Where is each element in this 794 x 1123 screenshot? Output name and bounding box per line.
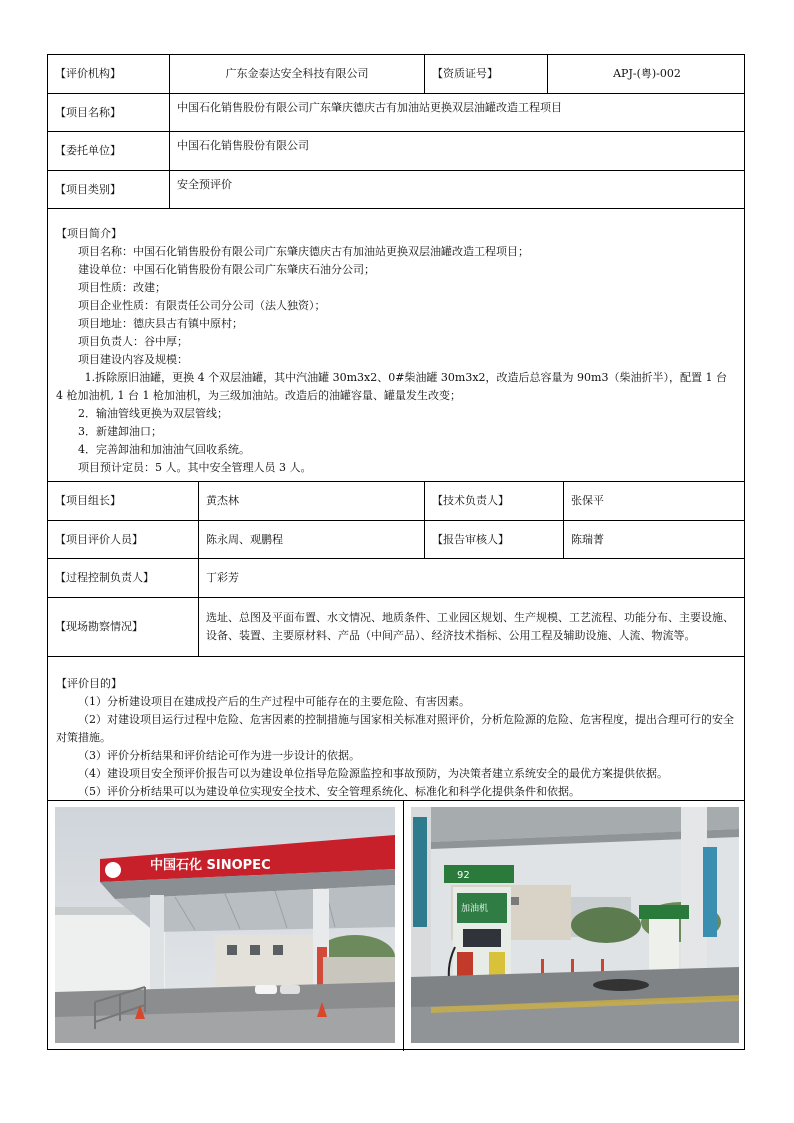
row-project-type <box>48 171 744 209</box>
survey-value: 选址、总图及平面布置、水文情况、地质条件、工业园区规划、生产规模、工艺流程、功能分布、主要设施、设备、装置、主要原材料、产品（中间产品）、经济技术指标、公用工程及辅助设施、人流、物流等。 <box>198 598 746 656</box>
intro-line: 项目企业性质：有限责任公司分公司（法人独资）； <box>78 299 326 312</box>
purpose-line: （1）分析建设项目在建成投产后的生产过程中可能存在的主要危险、有害因素。 <box>78 695 470 708</box>
left-canopy-sign: 中国石化 SINOPEC <box>150 858 271 873</box>
evaluators-label: 【项目评价人员】 <box>55 532 143 546</box>
evaluators-value: 陈永周、观鹏程 <box>198 521 424 558</box>
project-name-label: 【项目名称】 <box>55 105 121 119</box>
org-label: 【评价机构】 <box>55 67 121 80</box>
intro-line: 建设单位：中国石化销售股份有限公司广东肇庆石油分公司； <box>78 263 375 276</box>
survey-label: 【现场勘察情况】 <box>55 620 143 633</box>
intro-line: 项目名称：中国石化销售股份有限公司广东肇庆德庆古有加油站更换双层油罐改造工程项目； <box>78 245 529 258</box>
row-project-name <box>48 94 744 132</box>
tech-value: 张保平 <box>563 482 746 520</box>
intro-section <box>48 209 744 482</box>
row-leader <box>48 482 744 521</box>
purpose-line: （3）评价分析结果和评价结论可作为进一步设计的依据。 <box>78 749 360 762</box>
process-value: 丁彩芳 <box>198 559 746 597</box>
leader-label: 【项目组长】 <box>55 494 121 507</box>
photo-divider <box>403 801 404 1051</box>
project-name-value: 中国石化销售股份有限公司广东肇庆德庆古有加油站更换双层油罐改造工程项目 <box>169 94 746 131</box>
purpose-line: （5）评价分析结果可以为建设单位实现安全技术、安全管理系统化、标准化和科学化提供条件和依据。 <box>78 785 580 798</box>
row-process-control <box>48 559 744 598</box>
purpose-block <box>48 671 744 801</box>
purpose-line: （2）对建设项目运行过程中危险、危害因素的控制措施与国家相关标准对照评价，分析危险源的危险、危害程度，提出合理可行的安全对策措施。 <box>56 713 734 744</box>
cert-label: 【资质证号】 <box>424 55 547 93</box>
evaluation-form <box>47 54 745 1050</box>
row-evaluators <box>48 521 744 559</box>
intro-line: 项目地址：德庆县古有镇中原村； <box>78 317 243 330</box>
intro-line: 3．新建卸油口； <box>78 425 162 438</box>
purpose-section <box>48 657 744 801</box>
intro-block <box>48 221 744 477</box>
intro-line: 1.拆除原旧油罐，更换 4 个双层油罐，其中汽油罐 30m3x2、0#柴油罐 30m3x2，改造后总容量为 90m3（柴油折半），配置 1 台 4 枪加油机, 1 台 1 枪加油机，为三级加油站。改造后的油罐容量、罐量发生改变； <box>56 371 727 402</box>
intro-line: 项目预计定员：5 人。其中安全管理人员 3 人。 <box>78 461 312 474</box>
row-organization <box>48 55 744 94</box>
org-value: 广东金泰达安全科技有限公司 <box>169 55 424 93</box>
intro-line: 项目负责人：谷中厚； <box>78 335 188 348</box>
pump-sign-number: 92 <box>457 870 470 881</box>
row-client <box>48 132 744 171</box>
project-type-value: 安全预评价 <box>169 171 746 208</box>
intro-line: 项目建设内容及规模： <box>78 353 188 366</box>
pump-label: 加油机 <box>461 904 489 914</box>
reviewer-value: 陈瑞菁 <box>563 521 746 558</box>
photo-gas-station-front <box>55 807 395 1043</box>
leader-value: 黄杰林 <box>198 482 424 520</box>
intro-title: 【项目简介】 <box>56 227 122 240</box>
tech-label: 【技术负责人】 <box>424 482 563 520</box>
cert-value: APJ-(粤)-002 <box>547 55 746 93</box>
reviewer-label: 【报告审核人】 <box>424 521 563 558</box>
intro-line: 项目性质：改建； <box>78 281 166 294</box>
purpose-line: （4）建设项目安全预评价报告可以为建设单位指导危险源监控和事故预防，为决策者建立系统安全的最优方案提供依据。 <box>78 767 668 780</box>
client-value: 中国石化销售股份有限公司 <box>169 132 746 170</box>
project-type-label: 【项目类别】 <box>55 182 121 196</box>
intro-line: 4．完善卸油和加油油气回收系统。 <box>78 443 250 456</box>
purpose-title: 【评价目的】 <box>56 677 122 690</box>
intro-line: 2．输油管线更换为双层管线； <box>78 407 228 420</box>
process-label: 【过程控制负责人】 <box>55 571 154 584</box>
client-label: 【委托单位】 <box>55 144 121 157</box>
photos-row <box>48 801 744 1051</box>
photo-fuel-dispenser <box>411 807 739 1043</box>
row-site-survey <box>48 598 744 657</box>
